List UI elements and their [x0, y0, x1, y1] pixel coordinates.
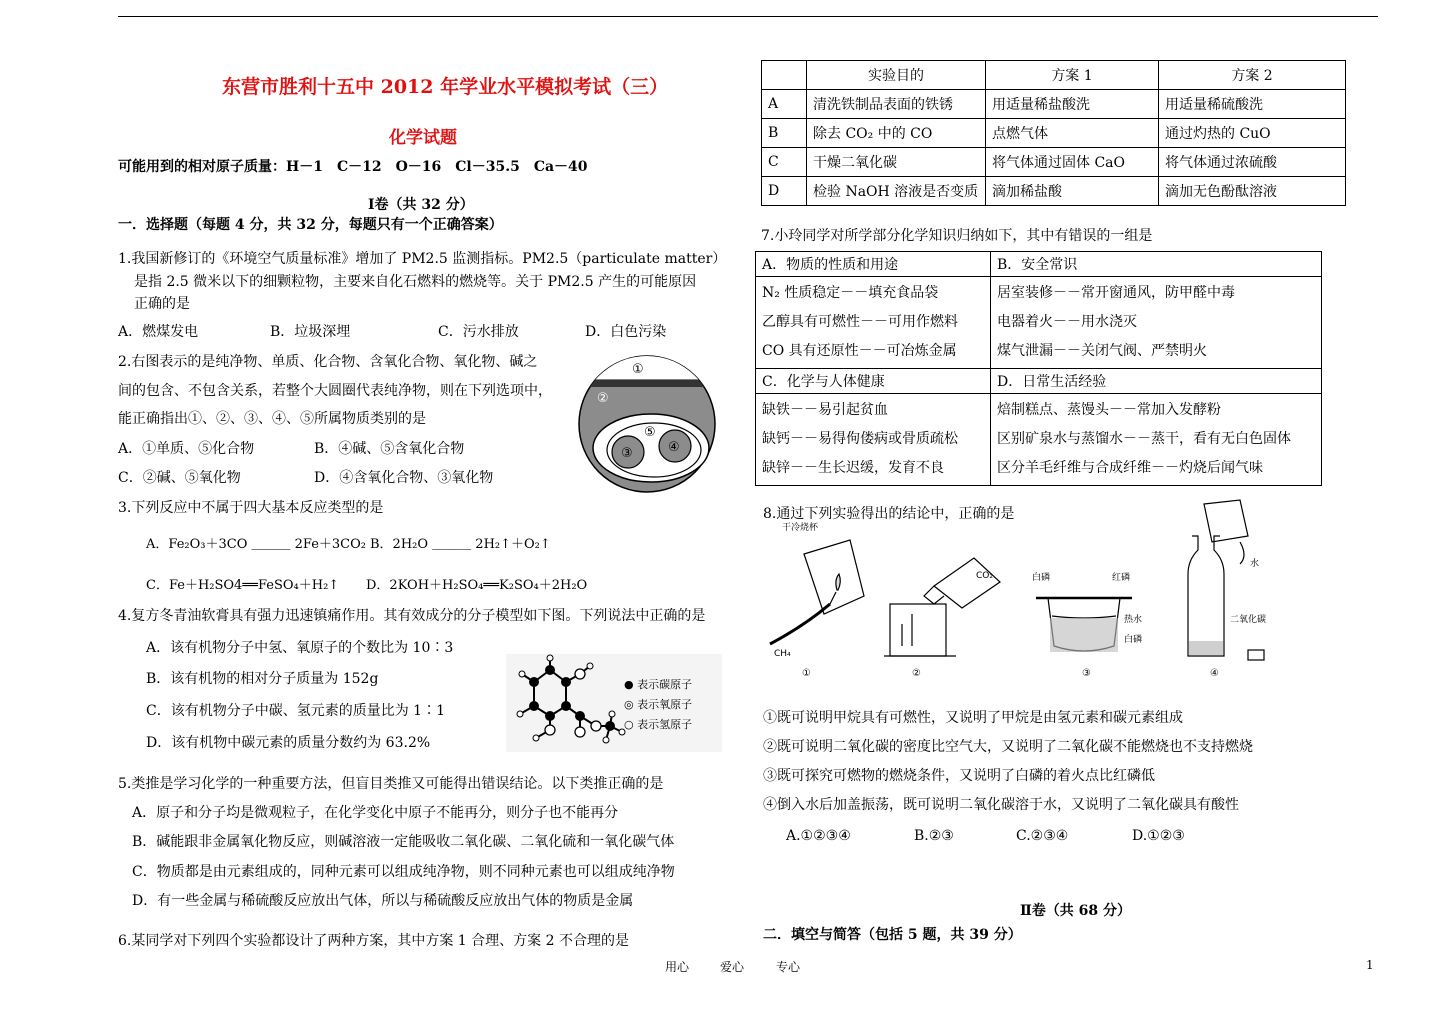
section2-heading: 二．填空与简答（包括 5 题，共 39 分）	[763, 927, 1022, 943]
page-number: 1	[1366, 958, 1374, 972]
q7-a-head: A．物质的性质和用途	[756, 252, 991, 277]
q7-d-head: D．日常生活经验	[991, 369, 1322, 394]
q6-stem: 6.某同学对下列四个实验都设计了两种方案，其中方案 1 合理、方案 2 不合理的是	[118, 933, 629, 949]
q7-stem: 7.小玲同学对所学部分化学知识归纳如下，其中有错误的一组是	[761, 228, 1153, 244]
label-4: ④	[668, 440, 680, 455]
q5-option-b: B．碱能跟非金属氧化物反应，则碱溶液一定能吸收二氧化碳、二氧化硫和一氧化碳气体	[132, 834, 675, 850]
q8-option-c: C.②③④	[1016, 828, 1069, 844]
label-exp-2: ②	[912, 668, 921, 679]
label-white-phosphorus: 白磷	[1032, 573, 1051, 583]
q6-cell: A	[762, 90, 807, 119]
q7-table	[755, 251, 1322, 486]
label-exp-1: ①	[802, 668, 811, 679]
q6-header-row	[762, 61, 1346, 90]
label-co2: CO₂	[976, 571, 993, 581]
q6-cell: 用适量稀盐酸洗	[986, 90, 1159, 119]
q7-d-line: 区别矿泉水与蒸馏水－－蒸干，看有无白色固体	[997, 431, 1291, 447]
molecule-model	[506, 654, 722, 752]
legend-carbon: ● 表示碳原子	[624, 678, 693, 691]
q6-h0	[762, 61, 807, 90]
q7-a-line: 乙醇具有可燃性－－可用作燃料	[762, 314, 958, 330]
q7-d-body	[991, 394, 1322, 486]
q6-cell: 干燥二氧化碳	[807, 148, 986, 177]
q1-line3: 正确的是	[134, 296, 190, 312]
label-water: 水	[1250, 559, 1260, 569]
legend-hydrogen: ○ 表示氢原子	[624, 718, 693, 731]
q2-line3: 能正确指出①、②、③、④、⑤所属物质类别的是	[118, 411, 426, 427]
label-ch4: CH₄	[774, 649, 791, 659]
q6-cell: D	[762, 177, 807, 206]
label-red-phosphorus: 红磷	[1112, 573, 1131, 583]
q7-b-line: 煤气泄漏－－关闭气阀、严禁明火	[997, 343, 1207, 359]
q4-option-a: A．该有机物分子中氢、氧原子的个数比为 10∶3	[146, 640, 454, 656]
classification-circle-diagram	[574, 354, 720, 494]
q6-cell: 滴加稀盐酸	[986, 177, 1159, 206]
q2-option-a: A．①单质、⑤化合物	[118, 441, 255, 457]
q2-option-b: B．④碱、⑤含氧化合物	[314, 441, 465, 457]
label-cold-beaker: 干冷烧杯	[782, 523, 819, 533]
legend-oxygen: ◎ 表示氧原子	[624, 698, 693, 711]
q8-statement-1: ①既可说明甲烷具有可燃性，又说明了甲烷是由氢元素和碳元素组成	[763, 710, 1183, 726]
q1-option-d: D．白色污染	[585, 324, 667, 340]
q7-b-head: B．安全常识	[991, 252, 1322, 277]
q4-option-c: C．该有机物分子中碳、氢元素的质量比为 1∶1	[146, 703, 445, 719]
table-row	[762, 119, 1346, 148]
label-white-phosphorus-2: 白磷	[1124, 635, 1143, 645]
label-5: ⑤	[644, 425, 656, 440]
table-row	[762, 148, 1346, 177]
q7-b-line: 电器着火－－用水浇灭	[997, 314, 1137, 330]
q7-a-line: CO 具有还原性－－可冶炼金属	[762, 343, 957, 359]
q7-c-head: C．化学与人体健康	[756, 369, 991, 394]
q1-line2: 是指 2.5 微米以下的细颗粒物，主要来自化石燃料的燃烧等。关于 PM2.5 产生的可能原因	[134, 274, 697, 290]
footer-right: 专心	[776, 960, 801, 974]
q4-option-b: B．该有机物的相对分子质量为 152g	[146, 671, 379, 687]
q4-option-d: D．该有机物中碳元素的质量分数约为 63.2%	[146, 735, 431, 751]
top-rule	[118, 16, 1378, 17]
q8-statement-2: ②既可说明二氧化碳的密度比空气大，又说明了二氧化碳不能燃烧也不支持燃烧	[763, 739, 1253, 755]
exam-title: 东营市胜利十五中 2012 年学业水平模拟考试（三）	[222, 76, 669, 98]
atomic-mass-line: 可能用到的相对原子质量：H－1 C－12 O－16 Cl－35.5 Ca－40	[118, 159, 588, 175]
q1-option-a: A．燃煤发电	[118, 324, 199, 340]
q8-option-a: A.①②③④	[786, 828, 851, 844]
q5-option-c: C．物质都是由元素组成的，同种元素可以组成纯净物，则不同种元素也可以组成纯净物	[132, 864, 675, 880]
q1-line1: 1.我国新修订的《环境空气质量标准》增加了 PM2.5 监测指标。PM2.5（particulate matter）	[118, 251, 727, 267]
q8-stem: 8.通过下列实验得出的结论中，正确的是	[763, 506, 1015, 522]
volume2-heading: Ⅱ卷（共 68 分）	[1020, 903, 1132, 919]
q5-option-d: D．有一些金属与稀硫酸反应放出气体，所以与稀硫酸反应放出气体的物质是金属	[132, 893, 634, 909]
q5-option-a: A．原子和分子均是微观粒子，在化学变化中原子不能再分，则分子也不能再分	[132, 805, 619, 821]
q3-option-d: D．2KOH＋H₂SO₄══K₂SO₄＋2H₂O	[366, 578, 588, 593]
q5-stem: 5.类推是学习化学的一种重要方法，但盲目类推又可能得出错误结论。以下类推正确的是	[118, 776, 664, 792]
q3-option-b: B．2H₂O ＿＿＿ 2H₂↑＋O₂↑	[370, 537, 551, 552]
q8-statement-3: ③既可探究可燃物的燃烧条件，又说明了白磷的着火点比红磷低	[763, 768, 1155, 784]
region-1	[574, 354, 720, 380]
label-1: ①	[632, 362, 644, 377]
label-3: ③	[621, 446, 633, 461]
q8-experiments-figure	[764, 496, 1286, 682]
label-exp-3: ③	[1082, 668, 1091, 679]
label-2: ②	[597, 391, 609, 406]
q7-b-line: 居室装修－－常开窗通风，防甲醛中毒	[997, 285, 1235, 301]
q7-d-line: 区分羊毛纤维与合成纤维－－灼烧后闻气味	[997, 460, 1263, 476]
label-co2-bottle: 二氧化碳	[1230, 615, 1267, 625]
q2-option-c: C．②碱、⑤氧化物	[118, 470, 241, 486]
footer-left: 用心	[665, 960, 690, 974]
q8-option-b: B.②③	[914, 828, 954, 844]
q2-line2: 间的包含、不包含关系，若整个大圆圈代表纯净物，则在下列选项中，	[118, 383, 552, 399]
q8-statement-4: ④倒入水后加盖振荡，既可说明二氧化碳溶于水，又说明了二氧化碳具有酸性	[763, 797, 1239, 813]
label-exp-4: ④	[1210, 668, 1219, 679]
q6-cell: 通过灼热的 CuO	[1159, 119, 1346, 148]
q1-option-b: B．垃圾深埋	[270, 324, 351, 340]
q7-d-line: 焙制糕点、蒸馒头－－常加入发酵粉	[997, 402, 1221, 418]
table-row	[762, 90, 1346, 119]
exam-subtitle: 化学试题	[389, 128, 457, 148]
q3-option-c: C．Fe＋H₂SO4══FeSO₄＋H₂↑	[146, 578, 340, 593]
q6-h2: 方案 1	[986, 61, 1159, 90]
q6-cell: 清洗铁制品表面的铁锈	[807, 90, 986, 119]
q7-c-body	[756, 394, 991, 486]
q6-table	[761, 60, 1346, 206]
q6-cell: 点燃气体	[986, 119, 1159, 148]
q1-option-c: C．污水排放	[438, 324, 519, 340]
q2-line1: 2.右图表示的是纯净物、单质、化合物、含氧化合物、氧化物、碱之	[118, 354, 538, 370]
q7-c-line: 缺铁－－易引起贫血	[762, 402, 888, 418]
q7-a-line: N₂ 性质稳定－－填充食品袋	[762, 285, 939, 301]
q2-option-d: D．④含氧化合物、③氧化物	[314, 470, 494, 486]
q6-cell: 检验 NaOH 溶液是否变质	[807, 177, 986, 206]
q6-cell: 用适量稀硫酸洗	[1159, 90, 1346, 119]
volume1-heading: Ⅰ卷（共 32 分）	[368, 197, 474, 213]
q6-cell: 除去 CO₂ 中的 CO	[807, 119, 986, 148]
q7-a-body	[756, 277, 991, 369]
q3-option-a: A．Fe₂O₃＋3CO ＿＿＿ 2Fe＋3CO₂	[146, 537, 366, 552]
section1-heading: 一．选择题（每题 4 分，共 32 分，每题只有一个正确答案）	[118, 217, 503, 233]
table-row	[762, 177, 1346, 206]
q7-c-line: 缺锌－－生长迟缓，发育不良	[762, 460, 944, 476]
q7-c-line: 缺钙－－易得佝偻病或骨质疏松	[762, 431, 958, 447]
q6-cell: C	[762, 148, 807, 177]
footer-mid: 爱心	[720, 960, 745, 974]
label-hot-water: 热水	[1124, 615, 1143, 625]
q6-cell: B	[762, 119, 807, 148]
q7-b-body	[991, 277, 1322, 369]
q8-option-d: D.①②③	[1132, 828, 1185, 844]
q6-h1: 实验目的	[807, 61, 986, 90]
q6-cell: 滴加无色酚酞溶液	[1159, 177, 1346, 206]
q4-stem: 4.复方冬青油软膏具有强力迅速镇痛作用。其有效成分的分子模型如下图。下列说法中正确的是	[118, 608, 706, 624]
q6-h3: 方案 2	[1159, 61, 1346, 90]
q3-stem: 3.下列反应中不属于四大基本反应类型的是	[118, 500, 384, 516]
q6-cell: 将气体通过固体 CaO	[986, 148, 1159, 177]
q6-cell: 将气体通过浓硫酸	[1159, 148, 1346, 177]
